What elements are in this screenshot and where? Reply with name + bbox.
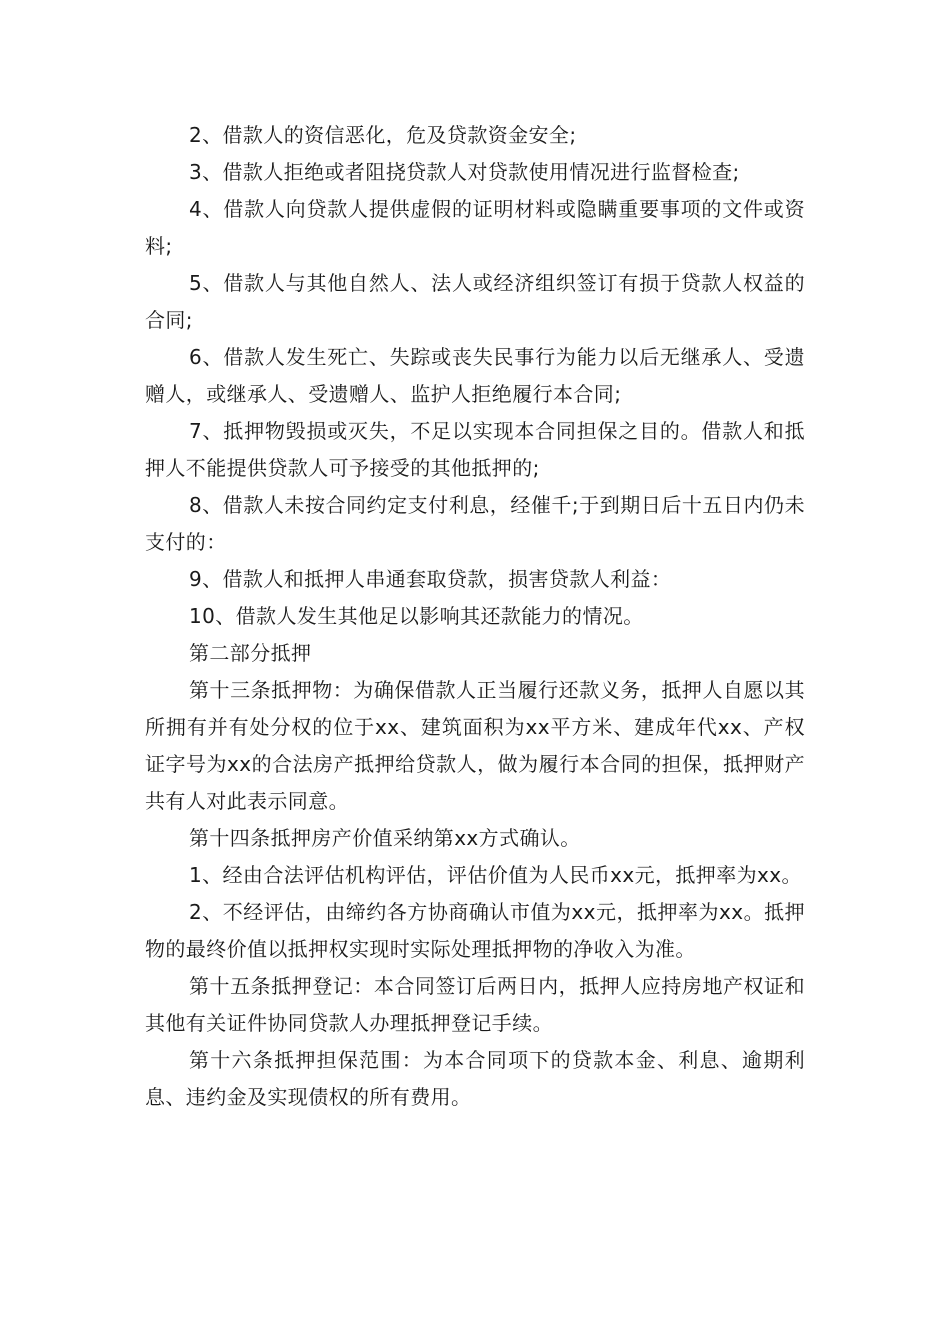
paragraph-article-15: 第十五条抵押登记：本合同签订后两日内，抵押人应持房地产权证和其他有关证件协同贷款人办理抵押登记手续。	[145, 974, 805, 1035]
paragraph-clause-7: 7、抵押物毁损或灭失，不足以实现本合同担保之目的。借款人和抵押人不能提供贷款人可予接受的其他抵押的;	[145, 419, 805, 480]
paragraph-article-14-item-2: 2、不经评估，由缔约各方协商确认市值为xx元，抵押率为xx。抵押物的最终价值以抵押权实现时实际处理抵押物的净收入为准。	[145, 900, 805, 961]
paragraph-clause-8: 8、借款人未按合同约定支付利息，经催千;于到期日后十五日内仍未支付的：	[145, 493, 805, 554]
document-body	[145, 117, 805, 1116]
paragraph-clause-6: 6、借款人发生死亡、失踪或丧失民事行为能力以后无继承人、受遗赠人，或继承人、受遗赠人、监护人拒绝履行本合同;	[145, 345, 805, 406]
paragraph-clause-3: 3、借款人拒绝或者阻挠贷款人对贷款使用情况进行监督检查;	[189, 160, 740, 184]
paragraph-clause-4: 4、借款人向贷款人提供虚假的证明材料或隐瞒重要事项的文件或资料;	[145, 197, 805, 258]
paragraph-article-14: 第十四条抵押房产价值采纳第xx方式确认。	[189, 826, 581, 850]
paragraph-article-14-item-1: 1、经由合法评估机构评估，评估价值为人民币xx元，抵押率为xx。	[189, 863, 802, 887]
paragraph-article-16: 第十六条抵押担保范围：为本合同项下的贷款本金、利息、逾期利息、违约金及实现债权的所有费用。	[145, 1048, 805, 1109]
paragraph-clause-10: 10、借款人发生其他足以影响其还款能力的情况。	[189, 604, 644, 628]
paragraph-clause-5: 5、借款人与其他自然人、法人或经济组织签订有损于贷款人权益的合同;	[145, 271, 805, 332]
paragraph-article-13: 第十三条抵押物：为确保借款人正当履行还款义务，抵押人自愿以其所拥有并有处分权的位于xx、建筑面积为xx平方米、建成年代xx、产权证字号为xx的合法房产抵押给贷款人，做为履行本合同的担保，抵押财产共有人对此表示同意。	[145, 678, 805, 813]
paragraph-clause-2: 2、借款人的资信恶化，危及贷款资金安全;	[189, 123, 577, 147]
paragraph-clause-9: 9、借款人和抵押人串通套取贷款，损害贷款人利益：	[189, 567, 672, 591]
section-heading-part-two: 第二部分抵押	[189, 641, 312, 665]
